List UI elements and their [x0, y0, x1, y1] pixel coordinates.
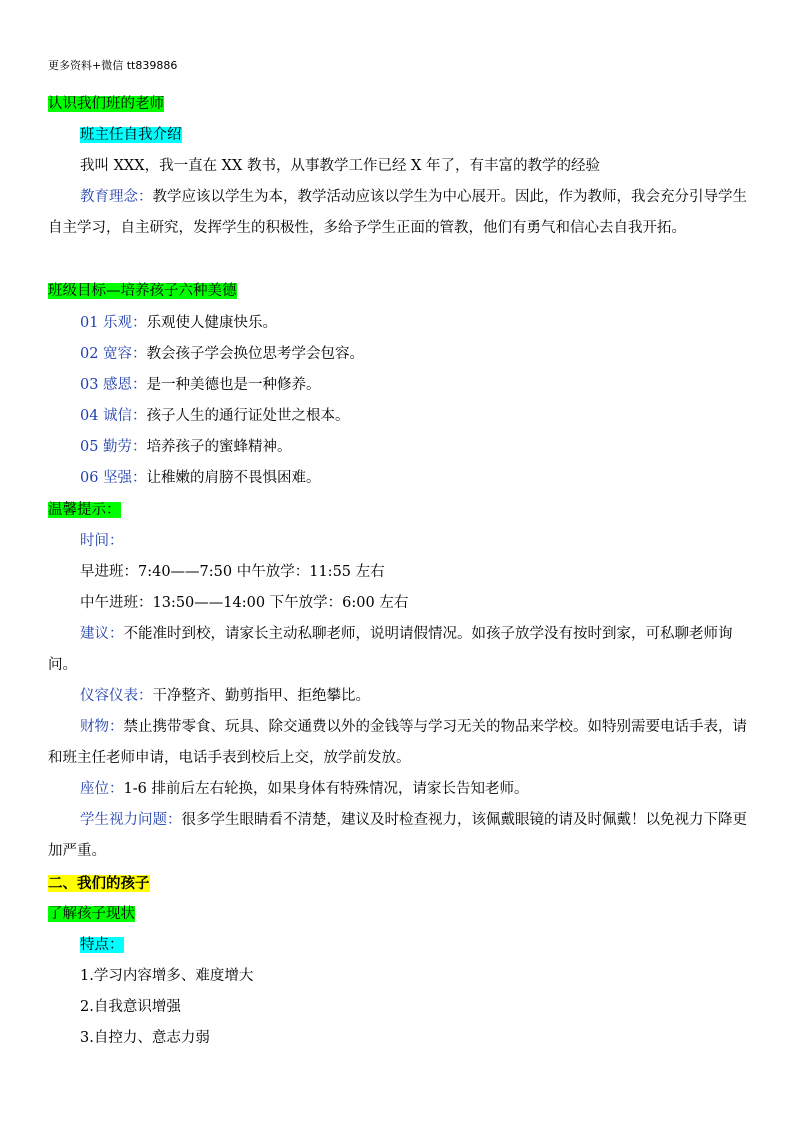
goal-item: 03 感恩：是一种美德也是一种修养。 [80, 377, 321, 393]
noon-schedule: 中午进班：13:50——14:00 下午放学：6:00 左右 [80, 595, 409, 611]
header-note: 更多资料+微信 tt839886 [48, 59, 178, 72]
section2-title: 二、我们的孩子 [48, 875, 150, 892]
feature-item: 1.学习内容增多、难度增大 [80, 968, 254, 984]
seat-rule: 座位：1-6 排前后左右轮换，如果身体有特殊情况，请家长告知老师。 [80, 781, 529, 797]
appearance: 仪容仪表：干净整齐、勤剪指甲、拒绝攀比。 [80, 688, 370, 704]
goals-title: 班级目标—培养孩子六种美德 [48, 283, 237, 299]
teaching-philosophy: 教育理念：教学应该以学生为本，教学活动应该以学生为中心展开。因此，作为教师，我会充分引导学生自主学习，自主研究，发挥学生的积极性，多给予学生正面的管教，他们有勇气和信心去自我开拓。 [48, 189, 747, 236]
goal-item: 05 勤劳：培养孩子的蜜蜂精神。 [80, 439, 292, 455]
time-label: 时间： [80, 533, 124, 549]
section1-title: 认识我们班的老师 [48, 96, 164, 112]
vision-issue: 学生视力问题：很多学生眼睛看不清楚，建议及时检查视力，该佩戴眼镜的请及时佩戴！以免视力下降更加严重。 [48, 812, 747, 859]
tips-title: 温馨提示： [48, 502, 121, 518]
section1-subtitle: 班主任自我介绍 [80, 127, 182, 143]
morning-schedule: 早进班：7:40——7:50 中午放学：11:55 左右 [80, 564, 385, 580]
advice: 建议：不能准时到校，请家长主动私聊老师，说明请假情况。如孩子放学没有按时到家，可私聊老师询问。 [48, 626, 733, 673]
features-label: 特点： [80, 937, 124, 953]
goal-item: 06 坚强：让稚嫩的肩膀不畏惧困难。 [80, 470, 321, 486]
goal-item: 04 诚信：孩子人生的通行证处世之根本。 [80, 408, 350, 424]
teacher-intro: 我叫 XXX，我一直在 XX 教书，从事教学工作已经 X 年了，有丰富的教学的经验 [80, 158, 600, 174]
feature-item: 2.自我意识增强 [80, 999, 181, 1015]
feature-item: 3.自控力、意志力弱 [80, 1030, 210, 1046]
property-rule: 财物：禁止携带零食、玩具、除交通费以外的金钱等与学习无关的物品来学校。如特别需要电话手表，请和班主任老师申请，电话手表到校后上交，放学前发放。 [48, 719, 747, 766]
goal-item: 01 乐观：乐观使人健康快乐。 [80, 315, 278, 331]
goal-item: 02 宽容：教会孩子学会换位思考学会包容。 [80, 346, 365, 362]
section2-subtitle: 了解孩子现状 [48, 906, 135, 922]
